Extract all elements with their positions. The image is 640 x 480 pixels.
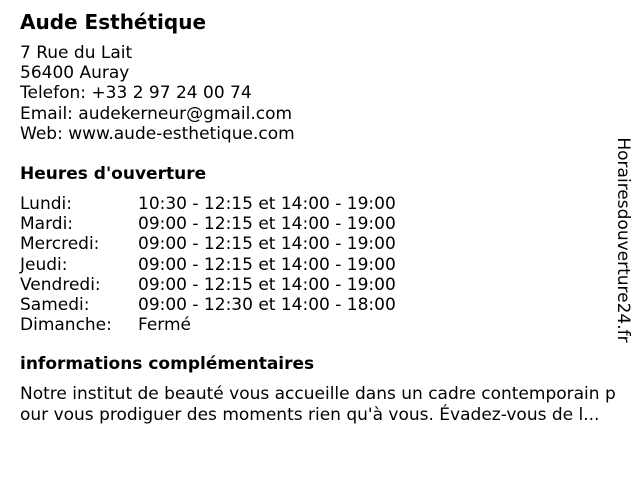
business-description: Notre institut de beauté vous accueille dans un cadre contemporain pour vous prodiguer des moments rien qu'à vous. Évadez-vous de l... xyxy=(20,384,616,425)
day-label: Jeudi: xyxy=(20,254,68,275)
street-address: 7 Rue du Lait xyxy=(20,43,133,63)
additional-info-heading: informations complémentaires xyxy=(20,354,315,374)
time-value: 09:00 - 12:15 et 14:00 - 19:00 xyxy=(138,234,396,255)
site-watermark: Horairesdouverture24.fr xyxy=(613,137,633,343)
day-label: Mercredi: xyxy=(20,234,100,255)
time-value: 09:00 - 12:30 et 14:00 - 18:00 xyxy=(138,294,396,315)
opening-hours-heading: Heures d'ouverture xyxy=(20,164,207,184)
day-label: Vendredi: xyxy=(20,274,101,295)
time-value: Fermé xyxy=(138,315,192,336)
day-label: Mardi: xyxy=(20,214,74,235)
website: Web: www.aude-esthetique.com xyxy=(20,123,295,144)
day-label: Samedi: xyxy=(20,294,90,315)
day-label: Lundi: xyxy=(20,194,72,214)
business-name: Aude Esthétique xyxy=(20,10,207,34)
phone-number: Telefon: +33 2 97 24 00 74 xyxy=(20,83,252,104)
contact-block xyxy=(20,43,295,144)
city-postal: 56400 Auray xyxy=(20,63,130,84)
time-value: 10:30 - 12:15 et 14:00 - 19:00 xyxy=(138,194,396,214)
time-value: 09:00 - 12:15 et 14:00 - 19:00 xyxy=(138,214,396,235)
day-label: Dimanche: xyxy=(20,315,112,336)
time-value: 09:00 - 12:15 et 14:00 - 19:00 xyxy=(138,274,396,295)
email-address: Email: audekerneur@gmail.com xyxy=(20,103,293,124)
time-value: 09:00 - 12:15 et 14:00 - 19:00 xyxy=(138,254,396,275)
